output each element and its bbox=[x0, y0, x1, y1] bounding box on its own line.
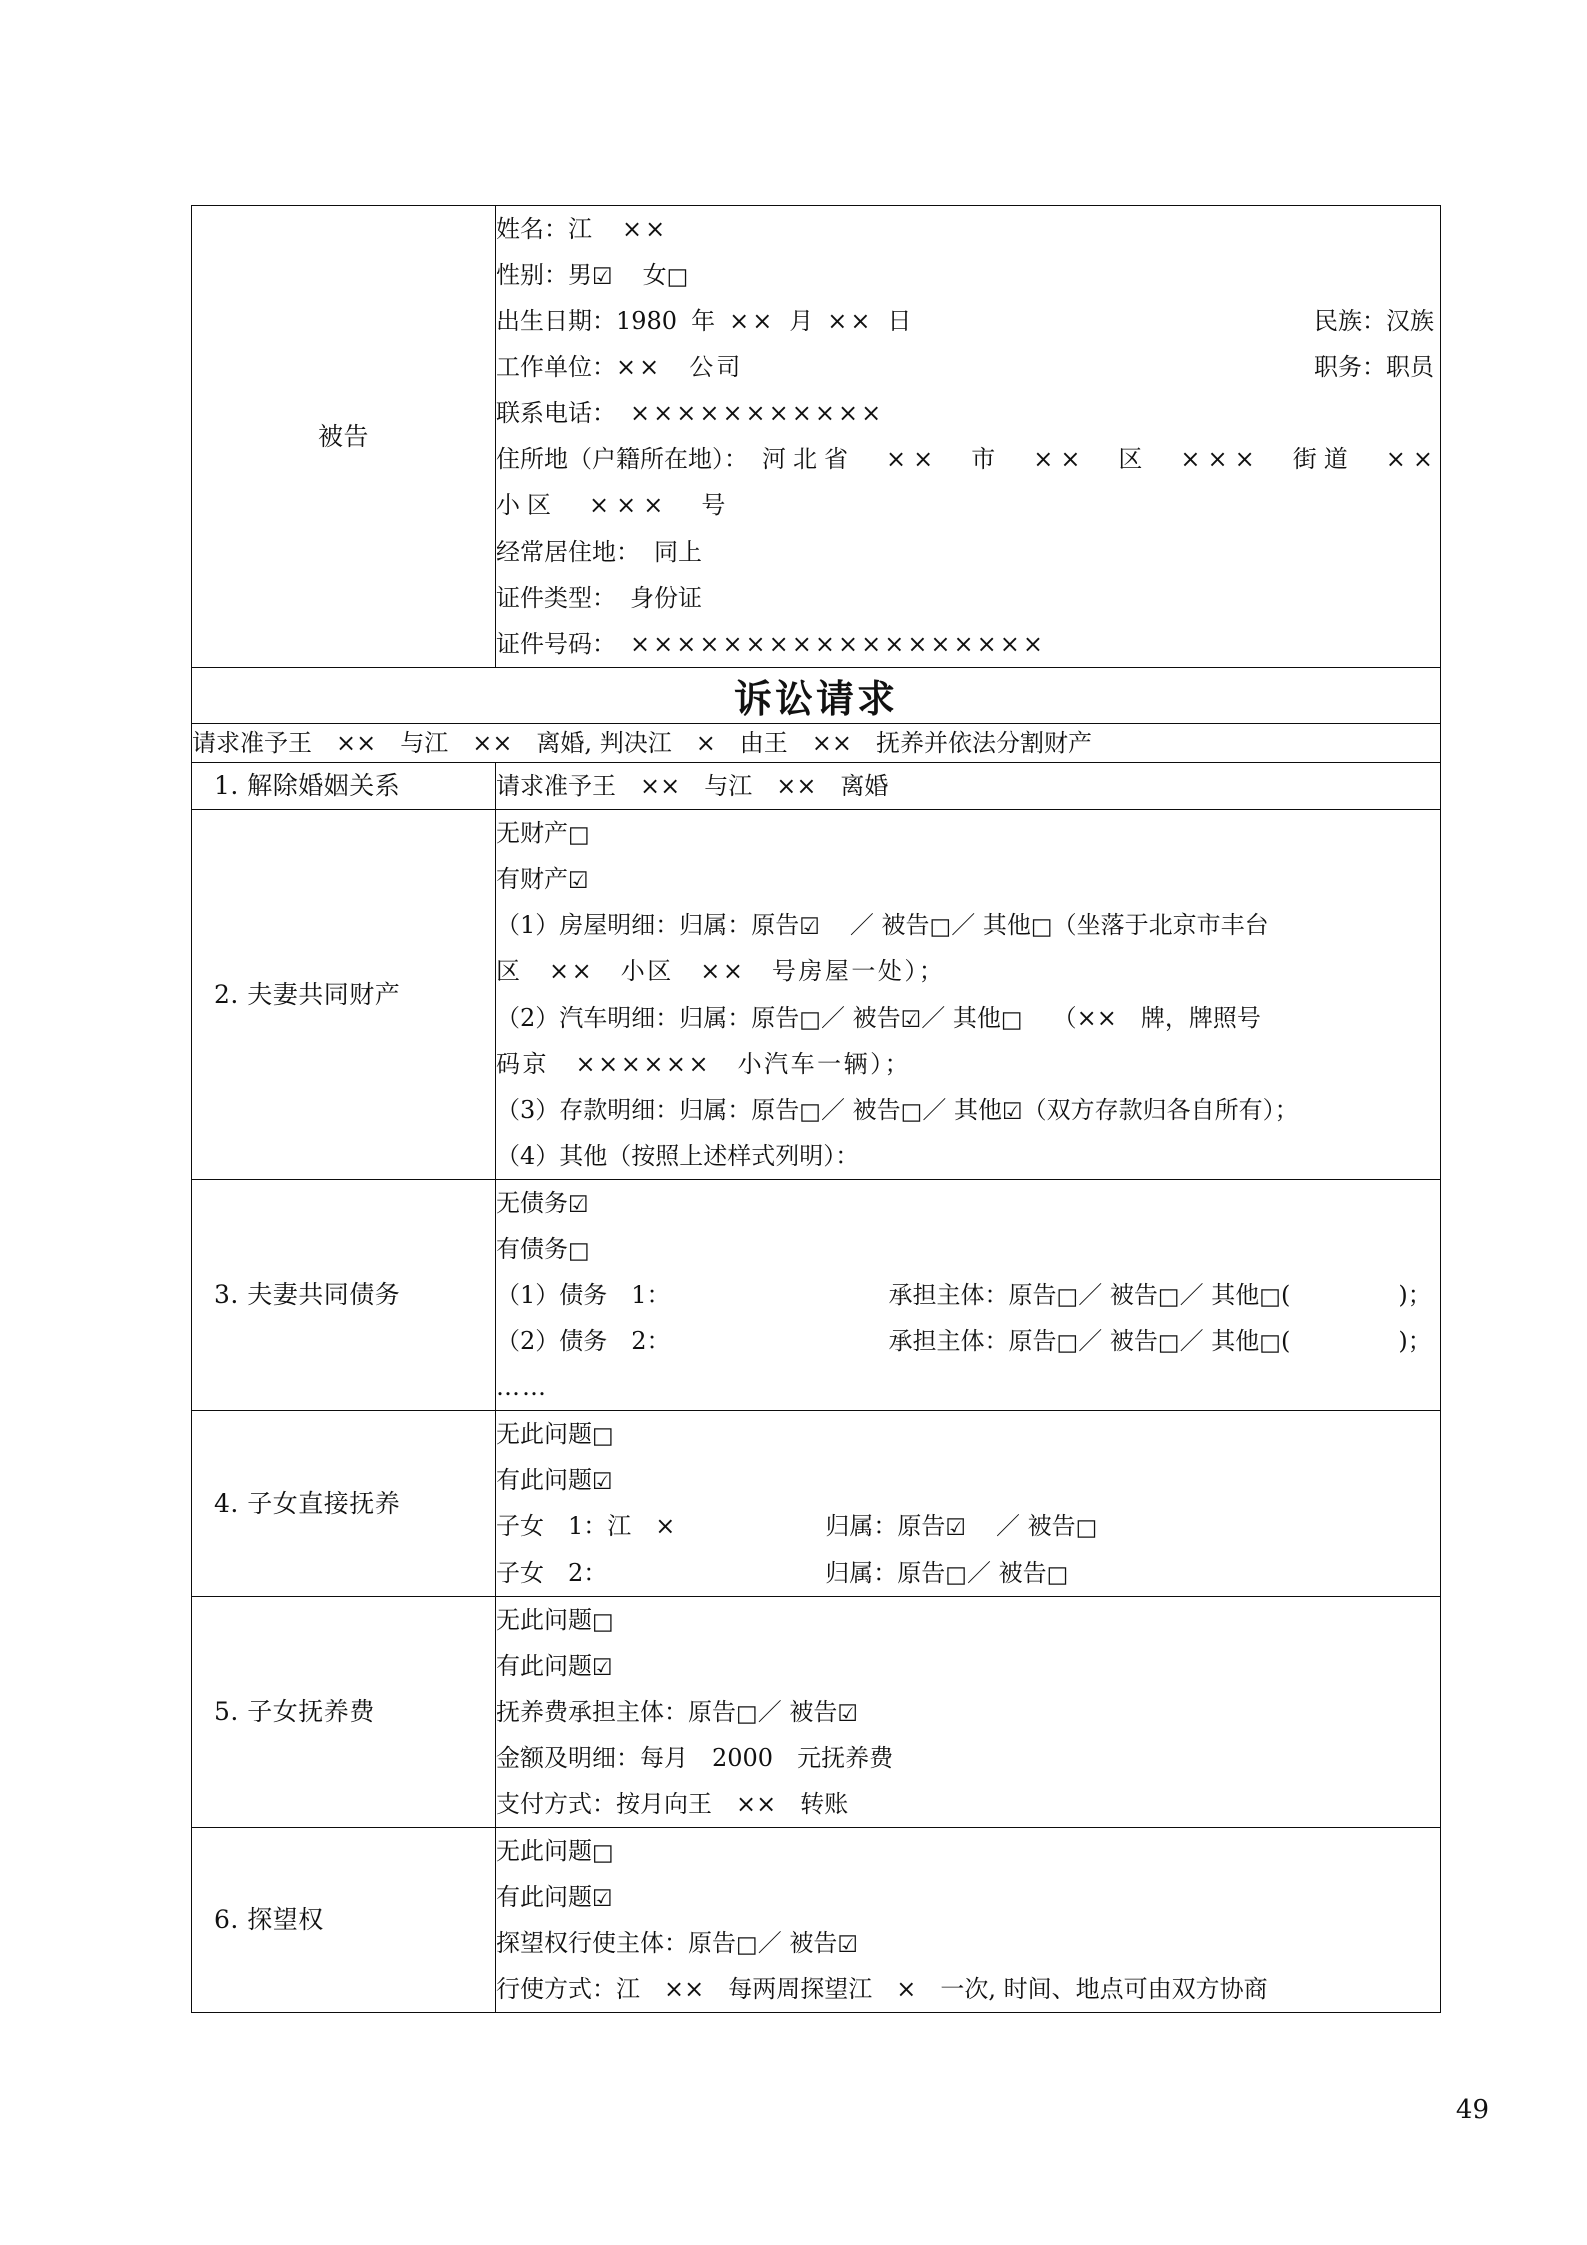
item6-has-issue-line bbox=[496, 1874, 1440, 1920]
gender-male-label: 男 bbox=[568, 261, 592, 290]
item6-subject-line bbox=[496, 1920, 1440, 1966]
item6-subject-label: 探望权行使主体：原告 bbox=[496, 1929, 736, 1958]
item1-label-cell bbox=[192, 763, 496, 810]
defendant-role-label: 被告 bbox=[317, 421, 369, 451]
item6-content-cell bbox=[496, 1827, 1441, 2012]
claims-summary-cell bbox=[192, 723, 1441, 762]
item2-deposit-other-checkbox[interactable]: ☑ bbox=[1002, 1098, 1023, 1125]
item2-has-property-label: 有财产 bbox=[496, 865, 568, 894]
item2-car-line bbox=[496, 995, 1440, 1041]
item2-label: 2. 夫妻共同财产 bbox=[214, 979, 401, 1009]
address-label: 住所地（户籍所在地）： bbox=[496, 445, 748, 474]
position-label: 职务： bbox=[1314, 353, 1386, 382]
item2-house-defendant-checkbox[interactable]: □ bbox=[929, 914, 952, 941]
item4-label: 4. 子女直接抚养 bbox=[214, 1488, 401, 1518]
birth-day-unit: 日 bbox=[887, 307, 912, 336]
item3-debt1-defendant-label: ／ 被告 bbox=[1078, 1281, 1158, 1310]
item2-car-plaintiff-checkbox[interactable]: □ bbox=[799, 1006, 822, 1033]
item1-label: 1. 解除婚姻关系 bbox=[214, 771, 401, 801]
gender-label: 性别： bbox=[496, 261, 568, 290]
claims-section-title-cell bbox=[192, 667, 1441, 723]
item2-deposit-defendant-label: ／ 被告 bbox=[821, 1095, 901, 1124]
birth-day-value: ×× bbox=[827, 307, 874, 336]
item4-child2-plaintiff-checkbox[interactable]: □ bbox=[945, 1561, 968, 1588]
ethnicity-label: 民族： bbox=[1314, 307, 1386, 336]
item6-label: 6. 探望权 bbox=[214, 1905, 324, 1935]
item4-child2-defendant-label: ／ 被告 bbox=[967, 1558, 1047, 1587]
claims-summary-text: 请求准予王 ×× 与江 ×× 离婚, 判决江 × 由王 ×× 抚养并依法分割财产 bbox=[192, 728, 1093, 757]
id-type-label: 证件类型： bbox=[496, 583, 616, 612]
address-value-part1: 河北省 ×× 市 ×× 区 ××× 街道 ×× bbox=[762, 445, 1440, 474]
item5-label-cell bbox=[192, 1596, 496, 1827]
item5-has-issue-checkbox[interactable]: ☑ bbox=[592, 1654, 613, 1681]
table-row-item1 bbox=[192, 763, 1441, 810]
item3-no-debt-line bbox=[496, 1180, 1440, 1226]
item2-house-other-label: ／ 其他 bbox=[951, 911, 1031, 940]
defendant-address-line1 bbox=[496, 436, 1440, 482]
defendant-role-label-cell bbox=[192, 206, 496, 668]
item2-label-cell bbox=[192, 810, 496, 1180]
item5-has-issue-label: 有此问题 bbox=[496, 1651, 592, 1680]
item3-content-cell bbox=[496, 1179, 1441, 1410]
item3-debt1-label: （1）债务 1： bbox=[496, 1281, 671, 1310]
gender-male-checkbox[interactable]: ☑ bbox=[592, 264, 613, 291]
item2-car-other-checkbox[interactable]: □ bbox=[1000, 1006, 1023, 1033]
item6-subject-plaintiff-checkbox[interactable]: □ bbox=[736, 1932, 758, 1959]
item3-debt2-defendant-label: ／ 被告 bbox=[1078, 1327, 1158, 1356]
table-row-item6 bbox=[192, 1827, 1441, 2012]
position-value: 职员 bbox=[1386, 353, 1434, 382]
item3-label-cell bbox=[192, 1179, 496, 1410]
defendant-phone-line bbox=[496, 390, 1440, 436]
item3-debt2-bearer-label: 承担主体：原告 bbox=[888, 1327, 1057, 1356]
residence-label: 经常居住地： bbox=[496, 537, 640, 566]
item5-has-issue-line bbox=[496, 1643, 1440, 1689]
item3-debt1-other-checkbox[interactable]: □ bbox=[1259, 1284, 1282, 1311]
item5-no-issue-line bbox=[496, 1597, 1440, 1643]
gender-female-checkbox[interactable]: □ bbox=[666, 264, 689, 291]
item4-child1-belong-label: 归属：原告 bbox=[825, 1512, 946, 1541]
table-row-claims-summary bbox=[192, 723, 1441, 762]
item2-house-line bbox=[496, 902, 1440, 948]
item5-bearer-line bbox=[496, 1689, 1440, 1735]
ethnicity-group bbox=[1314, 298, 1434, 344]
item5-no-issue-checkbox[interactable]: □ bbox=[592, 1608, 614, 1635]
item3-no-debt-checkbox[interactable]: ☑ bbox=[568, 1191, 589, 1218]
item2-car-other-label: ／ 其他 bbox=[921, 1003, 1001, 1032]
item2-house-other-checkbox[interactable]: □ bbox=[1030, 914, 1053, 941]
item3-ellipsis: …… bbox=[496, 1373, 548, 1402]
item2-has-property-line bbox=[496, 856, 1440, 902]
item5-bearer-label: 抚养费承担主体：原告 bbox=[496, 1697, 736, 1726]
item3-debt2-plaintiff-checkbox[interactable]: □ bbox=[1056, 1330, 1079, 1357]
ethnicity-value: 汉族 bbox=[1386, 307, 1434, 336]
address-value-part2: 小区 ××× 号 bbox=[496, 491, 733, 520]
item2-deposit-defendant-checkbox[interactable]: □ bbox=[900, 1098, 923, 1125]
item4-child1-defendant-checkbox[interactable]: □ bbox=[1075, 1515, 1098, 1542]
item4-child1-line bbox=[496, 1503, 1440, 1549]
phone-label: 联系电话： bbox=[496, 399, 616, 428]
item3-debt2-label: （2）债务 2： bbox=[496, 1327, 671, 1356]
item3-debt2-paren-close: )； bbox=[1398, 1327, 1432, 1356]
defendant-id-type-line bbox=[496, 575, 1440, 621]
item4-has-issue-checkbox[interactable]: ☑ bbox=[592, 1469, 613, 1496]
item2-content-cell bbox=[496, 810, 1441, 1180]
item2-has-property-checkbox[interactable]: ☑ bbox=[568, 868, 589, 895]
item4-child2-belong-label: 归属：原告 bbox=[825, 1558, 946, 1587]
item6-has-issue-label: 有此问题 bbox=[496, 1883, 592, 1912]
item3-has-debt-label: 有债务 bbox=[496, 1234, 568, 1263]
item2-deposit-note: （双方存款归各自所有）； bbox=[1022, 1095, 1299, 1124]
item6-subject-defendant-checkbox[interactable]: ☑ bbox=[837, 1932, 858, 1959]
item2-no-property-checkbox[interactable]: □ bbox=[568, 822, 590, 849]
item3-debt1-plaintiff-checkbox[interactable]: □ bbox=[1056, 1284, 1079, 1311]
defendant-residence-line bbox=[496, 529, 1440, 575]
id-type-value: 身份证 bbox=[630, 583, 702, 612]
defendant-name-line bbox=[496, 206, 1440, 252]
item3-label: 3. 夫妻共同债务 bbox=[214, 1280, 401, 1310]
item4-no-issue-checkbox[interactable]: □ bbox=[592, 1423, 614, 1450]
item3-has-debt-line bbox=[496, 1226, 1440, 1272]
item2-car-note-b: 码京 ×××××× 小汽车一辆）； bbox=[496, 1049, 912, 1078]
item4-has-issue-label: 有此问题 bbox=[496, 1466, 592, 1495]
defendant-address-line2 bbox=[496, 482, 1440, 528]
item3-debt2-other-checkbox[interactable]: □ bbox=[1259, 1330, 1282, 1357]
table-row-defendant bbox=[192, 206, 1441, 668]
item2-car-note-a: （×× 牌，牌照号 bbox=[1052, 1003, 1261, 1032]
item3-debt1-defendant-checkbox[interactable]: □ bbox=[1157, 1284, 1180, 1311]
item6-has-issue-checkbox[interactable]: ☑ bbox=[592, 1886, 613, 1913]
item6-subject-defendant-label: ／ 被告 bbox=[757, 1929, 838, 1958]
item6-no-issue-line bbox=[496, 1828, 1440, 1874]
item6-label-cell bbox=[192, 1827, 496, 2012]
birth-year-value: 1980 bbox=[616, 307, 678, 336]
item2-no-property-line bbox=[496, 810, 1440, 856]
item2-house-defendant-label: ／ 被告 bbox=[849, 911, 930, 940]
item1-content-cell bbox=[496, 763, 1441, 810]
item4-child1-label: 子女 1：江 × bbox=[496, 1512, 676, 1541]
item4-child2-defendant-checkbox[interactable]: □ bbox=[1046, 1561, 1069, 1588]
table-row-item4 bbox=[192, 1411, 1441, 1596]
item2-car-line-cont bbox=[496, 1041, 1440, 1087]
position-group bbox=[1314, 344, 1434, 390]
table-row-item2 bbox=[192, 810, 1441, 1180]
item5-bearer-defendant-checkbox[interactable]: ☑ bbox=[837, 1700, 858, 1727]
item2-no-property-label: 无财产 bbox=[496, 819, 568, 848]
divorce-claim-form-table bbox=[191, 205, 1441, 2013]
item2-deposit-plaintiff-checkbox[interactable]: □ bbox=[799, 1098, 822, 1125]
item3-no-debt-label: 无债务 bbox=[496, 1188, 568, 1217]
item2-deposit-prefix: （3）存款明细：归属：原告 bbox=[496, 1095, 800, 1124]
item2-car-prefix: （2）汽车明细：归属：原告 bbox=[496, 1003, 800, 1032]
id-no-value: ×××××××××××××××××× bbox=[630, 629, 1046, 658]
item6-no-issue-checkbox[interactable]: □ bbox=[592, 1839, 614, 1866]
item6-no-issue-label: 无此问题 bbox=[496, 1836, 592, 1865]
item2-house-line-cont bbox=[496, 948, 1440, 994]
item2-other-text: （4）其他（按照上述样式列明）： bbox=[496, 1141, 860, 1170]
item3-debt2-other-label: ／ 其他 bbox=[1179, 1327, 1260, 1356]
birth-month-value: ×× bbox=[729, 307, 776, 336]
page-number: 49 bbox=[1455, 2095, 1489, 2125]
item2-car-defendant-checkbox[interactable]: ☑ bbox=[900, 1006, 922, 1033]
item2-house-note-b: 区 ×× 小区 ×× 号房屋一处）； bbox=[496, 957, 946, 986]
item5-amount-line: 金额及明细：每月 2000 元抚养费 bbox=[496, 1743, 894, 1772]
phone-value: ××××××××××× bbox=[630, 399, 885, 428]
name-label: 姓名： bbox=[496, 215, 568, 243]
item5-payment-line: 支付方式：按月向王 ×× 转账 bbox=[496, 1789, 849, 1818]
defendant-gender-line bbox=[496, 252, 1440, 298]
employer-label: 工作单位： bbox=[496, 353, 616, 382]
item4-label-cell bbox=[192, 1411, 496, 1596]
defendant-birth-line bbox=[496, 298, 1440, 344]
employer-value: ×× 公司 bbox=[616, 353, 744, 382]
item4-child1-plaintiff-checkbox[interactable]: ☑ bbox=[945, 1515, 967, 1542]
item4-child2-line bbox=[496, 1550, 1440, 1596]
item5-content-cell bbox=[496, 1596, 1441, 1827]
item3-debt1-bearer-label: 承担主体：原告 bbox=[888, 1281, 1057, 1310]
gender-female-label: 女 bbox=[642, 261, 667, 290]
item4-no-issue-label: 无此问题 bbox=[496, 1420, 592, 1449]
item5-bearer-plaintiff-checkbox[interactable]: □ bbox=[736, 1700, 758, 1727]
item3-debt2-paren-open: ( bbox=[1281, 1327, 1291, 1356]
page-title: 诉讼请求 bbox=[733, 675, 898, 721]
defendant-id-no-line bbox=[496, 621, 1440, 667]
item2-house-note-a: （坐落于北京市丰台 bbox=[1052, 911, 1269, 940]
item2-deposit-other-label: ／ 其他 bbox=[922, 1095, 1003, 1124]
item3-debt1-paren-close: )； bbox=[1398, 1281, 1432, 1310]
table-row-claims-title bbox=[192, 667, 1441, 723]
item2-car-defendant-label: ／ 被告 bbox=[821, 1003, 901, 1032]
item5-bearer-defendant-label: ／ 被告 bbox=[757, 1697, 838, 1726]
item3-debt1-line bbox=[496, 1272, 1440, 1318]
item5-label: 5. 子女抚养费 bbox=[214, 1697, 375, 1727]
item2-other-line bbox=[496, 1133, 1440, 1179]
item1-content: 请求准予王 ×× 与江 ×× 离婚 bbox=[496, 772, 889, 801]
table-row-item3 bbox=[192, 1179, 1441, 1410]
birth-label: 出生日期： bbox=[496, 307, 616, 336]
id-no-label: 证件号码： bbox=[496, 629, 616, 658]
item2-house-prefix: （1）房屋明细：归属：原告 bbox=[496, 911, 800, 940]
name-value: 江 ×× bbox=[568, 215, 669, 243]
item4-has-issue-line bbox=[496, 1457, 1440, 1503]
item4-child1-defendant-label: ／ 被告 bbox=[996, 1512, 1076, 1541]
item5-no-issue-label: 无此问题 bbox=[496, 1605, 592, 1634]
birth-month-unit: 月 bbox=[789, 307, 814, 336]
item6-method-line: 行使方式：江 ×× 每两周探望江 × 一次, 时间、地点可由双方协商 bbox=[496, 1975, 1268, 2004]
defendant-info-cell bbox=[496, 206, 1441, 668]
item4-content-cell bbox=[496, 1411, 1441, 1596]
item3-debt2-defendant-checkbox[interactable]: □ bbox=[1157, 1330, 1180, 1357]
birth-year-unit: 年 bbox=[691, 307, 716, 336]
item3-debt1-other-label: ／ 其他 bbox=[1179, 1281, 1260, 1310]
item4-child2-label: 子女 2： bbox=[496, 1558, 608, 1587]
item2-deposit-line bbox=[496, 1087, 1440, 1133]
item3-has-debt-checkbox[interactable]: □ bbox=[568, 1237, 590, 1264]
item4-no-issue-line bbox=[496, 1411, 1440, 1457]
item2-house-plaintiff-checkbox[interactable]: ☑ bbox=[799, 914, 820, 941]
residence-value: 同上 bbox=[654, 537, 702, 566]
item3-debt1-paren-open: ( bbox=[1281, 1281, 1291, 1310]
item3-debt2-line bbox=[496, 1318, 1440, 1364]
defendant-employer-line bbox=[496, 344, 1440, 390]
table-row-item5 bbox=[192, 1596, 1441, 1827]
